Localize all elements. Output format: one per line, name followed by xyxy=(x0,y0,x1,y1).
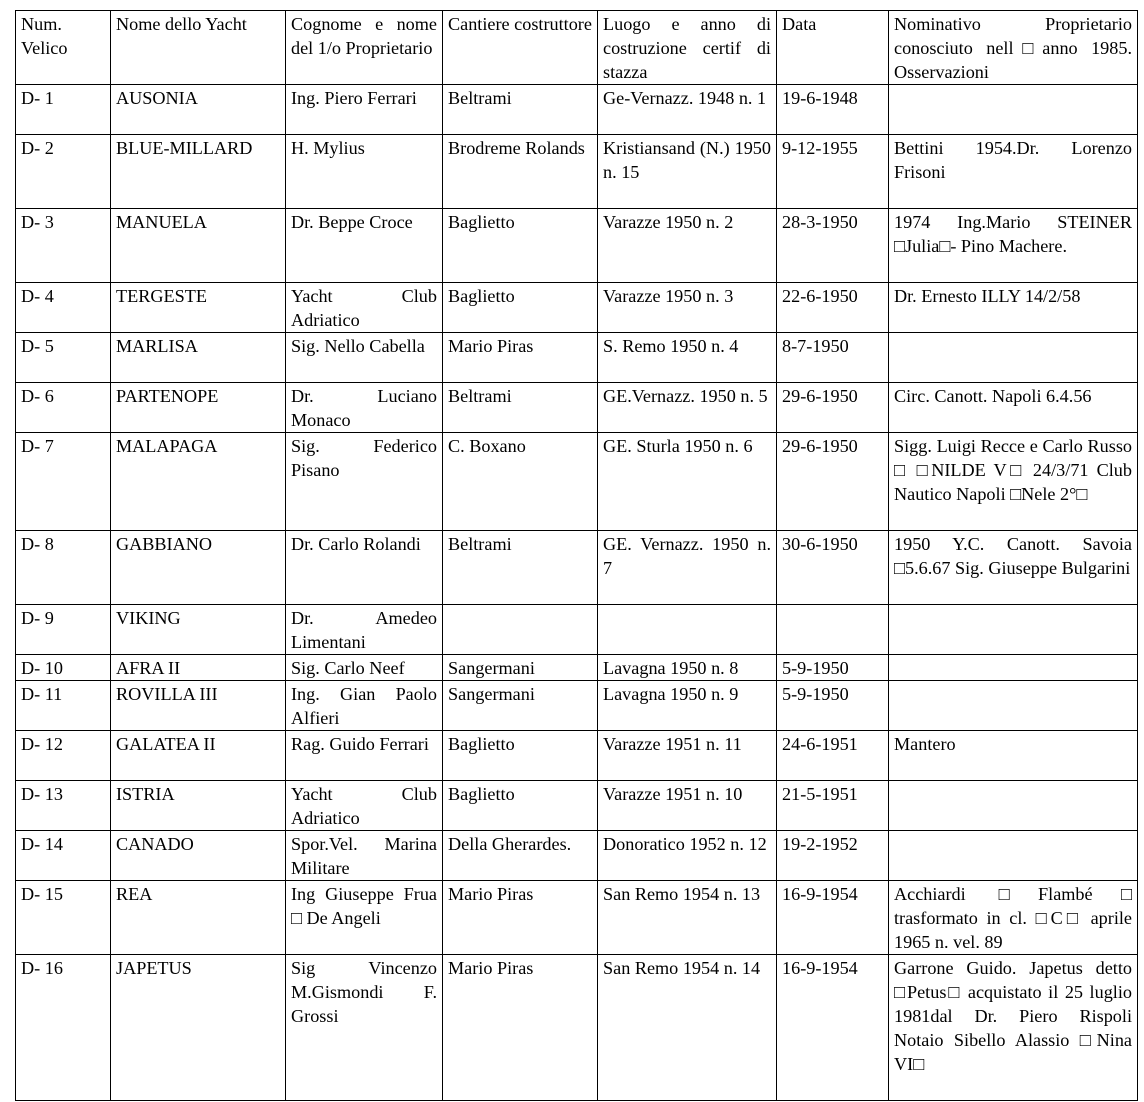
cell-notes: 1974 Ing.Mario STEINER □Julia□- Pino Machere. xyxy=(889,209,1138,283)
cell-date: 9-12-1955 xyxy=(777,135,889,209)
cell-owner: Spor.Vel. Marina Militare xyxy=(286,831,443,881)
table-row xyxy=(16,655,1138,681)
cell-place-year: Varazze 1951 n. 10 xyxy=(598,781,777,831)
header-notes: Nominativo Proprietario conosciuto nell□anno 1985. Osservazioni xyxy=(889,11,1138,85)
cell-yacht-name: GALATEA II xyxy=(111,731,286,781)
cell-notes: Bettini 1954.Dr. Lorenzo Frisoni xyxy=(889,135,1138,209)
cell-num-velico: D- 7 xyxy=(16,433,111,531)
cell-shipyard: Brodreme Rolands xyxy=(443,135,598,209)
cell-date: 29-6-1950 xyxy=(777,383,889,433)
cell-num-velico: D- 6 xyxy=(16,383,111,433)
table-row xyxy=(16,605,1138,655)
table-row xyxy=(16,681,1138,731)
table-row xyxy=(16,831,1138,881)
cell-num-velico: D- 10 xyxy=(16,655,111,681)
cell-date: 5-9-1950 xyxy=(777,681,889,731)
cell-owner: Dr. Luciano Monaco xyxy=(286,383,443,433)
cell-date: 19-2-1952 xyxy=(777,831,889,881)
header-row xyxy=(16,11,1138,85)
cell-place-year: GE.Vernazz. 1950 n. 5 xyxy=(598,383,777,433)
cell-date: 16-9-1954 xyxy=(777,881,889,955)
table-row xyxy=(16,433,1138,531)
header-num-velico: Num. Velico xyxy=(16,11,111,85)
cell-shipyard: Beltrami xyxy=(443,531,598,605)
cell-place-year: Lavagna 1950 n. 8 xyxy=(598,655,777,681)
cell-owner: Ing Giuseppe Frua □ De Angeli xyxy=(286,881,443,955)
cell-notes xyxy=(889,605,1138,655)
table-row xyxy=(16,283,1138,333)
cell-place-year: Kristiansand (N.) 1950 n. 15 xyxy=(598,135,777,209)
cell-owner: Ing. Piero Ferrari xyxy=(286,85,443,135)
cell-num-velico: D- 16 xyxy=(16,955,111,1101)
cell-owner: Sig. Federico Pisano xyxy=(286,433,443,531)
cell-yacht-name: ROVILLA III xyxy=(111,681,286,731)
cell-notes xyxy=(889,681,1138,731)
cell-owner: Sig Vincenzo M.Gismondi F. Grossi xyxy=(286,955,443,1101)
table-row xyxy=(16,955,1138,1101)
cell-notes xyxy=(889,85,1138,135)
cell-place-year: GE. Sturla 1950 n. 6 xyxy=(598,433,777,531)
cell-num-velico: D- 9 xyxy=(16,605,111,655)
cell-notes: Garrone Guido. Japetus detto □Petus□ acquistato il 25 luglio 1981dal Dr. Piero Rispoli Notaio Sibello Alassio □Nina VI□ xyxy=(889,955,1138,1101)
cell-shipyard xyxy=(443,605,598,655)
cell-shipyard: Baglietto xyxy=(443,781,598,831)
cell-date: 29-6-1950 xyxy=(777,433,889,531)
cell-place-year: Varazze 1951 n. 11 xyxy=(598,731,777,781)
cell-date: 5-9-1950 xyxy=(777,655,889,681)
cell-place-year: Varazze 1950 n. 3 xyxy=(598,283,777,333)
cell-shipyard: Sangermani xyxy=(443,655,598,681)
cell-yacht-name: PARTENOPE xyxy=(111,383,286,433)
cell-yacht-name: TERGESTE xyxy=(111,283,286,333)
cell-place-year: San Remo 1954 n. 14 xyxy=(598,955,777,1101)
cell-num-velico: D- 3 xyxy=(16,209,111,283)
cell-yacht-name: AFRA II xyxy=(111,655,286,681)
cell-date: 16-9-1954 xyxy=(777,955,889,1101)
cell-yacht-name: MARLISA xyxy=(111,333,286,383)
cell-shipyard: Baglietto xyxy=(443,731,598,781)
cell-shipyard: Baglietto xyxy=(443,209,598,283)
cell-date: 21-5-1951 xyxy=(777,781,889,831)
cell-date: 8-7-1950 xyxy=(777,333,889,383)
header-shipyard: Cantiere costruttore xyxy=(443,11,598,85)
cell-num-velico: D- 14 xyxy=(16,831,111,881)
cell-notes: Circ. Canott. Napoli 6.4.56 xyxy=(889,383,1138,433)
cell-shipyard: Beltrami xyxy=(443,383,598,433)
cell-notes xyxy=(889,781,1138,831)
cell-owner: Dr. Beppe Croce xyxy=(286,209,443,283)
cell-yacht-name: MANUELA xyxy=(111,209,286,283)
cell-owner: Yacht Club Adriatico xyxy=(286,283,443,333)
cell-yacht-name: CANADO xyxy=(111,831,286,881)
table-row xyxy=(16,383,1138,433)
cell-num-velico: D- 8 xyxy=(16,531,111,605)
cell-place-year: Donoratico 1952 n. 12 xyxy=(598,831,777,881)
cell-notes: Dr. Ernesto ILLY 14/2/58 xyxy=(889,283,1138,333)
cell-yacht-name: MALAPAGA xyxy=(111,433,286,531)
cell-owner: Sig. Nello Cabella xyxy=(286,333,443,383)
cell-date: 22-6-1950 xyxy=(777,283,889,333)
cell-notes: Mantero xyxy=(889,731,1138,781)
cell-owner: Ing. Gian Paolo Alfieri xyxy=(286,681,443,731)
table-body xyxy=(16,85,1138,1101)
cell-date: 28-3-1950 xyxy=(777,209,889,283)
cell-num-velico: D- 15 xyxy=(16,881,111,955)
table-row xyxy=(16,881,1138,955)
cell-yacht-name: ISTRIA xyxy=(111,781,286,831)
cell-num-velico: D- 2 xyxy=(16,135,111,209)
cell-place-year xyxy=(598,605,777,655)
cell-shipyard: Beltrami xyxy=(443,85,598,135)
cell-shipyard: Mario Piras xyxy=(443,955,598,1101)
cell-owner: Dr. Amedeo Limentani xyxy=(286,605,443,655)
cell-notes xyxy=(889,655,1138,681)
header-date: Data xyxy=(777,11,889,85)
cell-notes xyxy=(889,831,1138,881)
table-row xyxy=(16,85,1138,135)
cell-place-year: Ge-Vernazz. 1948 n. 1 xyxy=(598,85,777,135)
cell-place-year: S. Remo 1950 n. 4 xyxy=(598,333,777,383)
cell-num-velico: D- 13 xyxy=(16,781,111,831)
cell-yacht-name: JAPETUS xyxy=(111,955,286,1101)
cell-num-velico: D- 4 xyxy=(16,283,111,333)
cell-owner: Yacht Club Adriatico xyxy=(286,781,443,831)
cell-num-velico: D- 5 xyxy=(16,333,111,383)
cell-yacht-name: VIKING xyxy=(111,605,286,655)
cell-yacht-name: BLUE-MILLARD xyxy=(111,135,286,209)
cell-owner: Rag. Guido Ferrari xyxy=(286,731,443,781)
cell-shipyard: Sangermani xyxy=(443,681,598,731)
table-row xyxy=(16,781,1138,831)
cell-notes: Sigg. Luigi Recce e Carlo Russo □ □NILDE V□ 24/3/71 Club Nautico Napoli □Nele 2°□ xyxy=(889,433,1138,531)
table-row xyxy=(16,333,1138,383)
cell-place-year: GE. Vernazz. 1950 n. 7 xyxy=(598,531,777,605)
cell-owner: Sig. Carlo Neef xyxy=(286,655,443,681)
table-row xyxy=(16,135,1138,209)
cell-date: 24-6-1951 xyxy=(777,731,889,781)
cell-date: 30-6-1950 xyxy=(777,531,889,605)
cell-shipyard: Mario Piras xyxy=(443,881,598,955)
cell-num-velico: D- 1 xyxy=(16,85,111,135)
cell-place-year: San Remo 1954 n. 13 xyxy=(598,881,777,955)
cell-owner: H. Mylius xyxy=(286,135,443,209)
cell-date xyxy=(777,605,889,655)
cell-num-velico: D- 12 xyxy=(16,731,111,781)
cell-notes: Acchiardi □Flambé□ trasformato in cl. □C□ aprile 1965 n. vel. 89 xyxy=(889,881,1138,955)
header-place-year: Luogo e anno di costruzione certif di stazza xyxy=(598,11,777,85)
cell-shipyard: Della Gherardes. xyxy=(443,831,598,881)
cell-place-year: Lavagna 1950 n. 9 xyxy=(598,681,777,731)
table-row xyxy=(16,531,1138,605)
cell-yacht-name: AUSONIA xyxy=(111,85,286,135)
cell-date: 19-6-1948 xyxy=(777,85,889,135)
cell-yacht-name: GABBIANO xyxy=(111,531,286,605)
cell-notes: 1950 Y.C. Canott. Savoia □5.6.67 Sig. Giuseppe Bulgarini xyxy=(889,531,1138,605)
table-row xyxy=(16,731,1138,781)
cell-shipyard: Mario Piras xyxy=(443,333,598,383)
cell-shipyard: C. Boxano xyxy=(443,433,598,531)
yacht-registry-table xyxy=(15,10,1138,1101)
cell-notes xyxy=(889,333,1138,383)
cell-place-year: Varazze 1950 n. 2 xyxy=(598,209,777,283)
header-owner: Cognome e nome del 1/o Proprietario xyxy=(286,11,443,85)
cell-yacht-name: REA xyxy=(111,881,286,955)
table-row xyxy=(16,209,1138,283)
cell-shipyard: Baglietto xyxy=(443,283,598,333)
header-yacht-name: Nome dello Yacht xyxy=(111,11,286,85)
cell-num-velico: D- 11 xyxy=(16,681,111,731)
cell-owner: Dr. Carlo Rolandi xyxy=(286,531,443,605)
